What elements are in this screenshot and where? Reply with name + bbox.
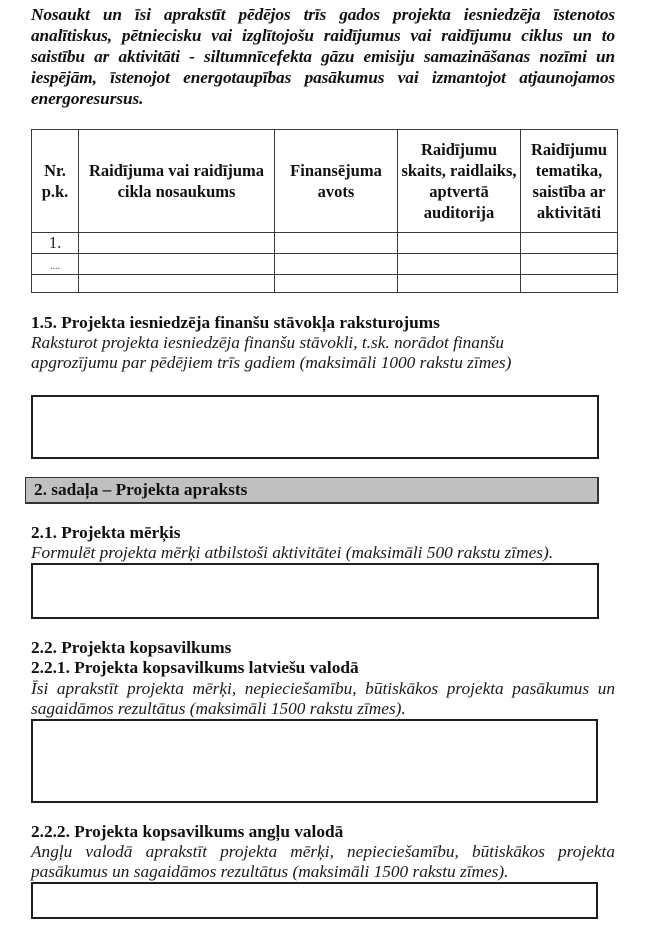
table-cell-broadcast-name[interactable] (79, 275, 275, 293)
column-header-number: Nr. p.k. (32, 130, 79, 233)
table-cell-broadcast-name[interactable] (79, 233, 275, 254)
summary-english-field[interactable] (31, 882, 598, 919)
summary-latvian-field[interactable] (31, 719, 598, 803)
table-row (32, 275, 618, 293)
table-row (32, 254, 618, 275)
broadcasts-table (31, 129, 618, 293)
project-goal-heading: 2.1. Projekta mērķis (31, 523, 181, 542)
financial-status-help: Raksturot projekta iesniedzēja finanšu stāvokli, t.sk. norādot finanšu apgrozījumu par pēdējiem trīs gadiem (maksimāli 1000 rakstu zīmes) (31, 333, 512, 372)
column-header-broadcast-topic: Raidījumu tematika, saistība ar aktivitāti (521, 130, 618, 233)
table-cell-broadcast-count[interactable] (398, 233, 521, 254)
table-cell-broadcast-topic[interactable] (521, 233, 618, 254)
broadcasts-instructions: Nosaukt un īsi aprakstīt pēdējos trīs gados projekta iesniedzēja īstenotos analītiskus, pētniecisku vai izglītojošu raidījumus vai raidījumu ciklus un to saistību ar aktivitāti - siltumnīcefekta gāzu emisiju samazināšanas nozīmi un iespējām, īstenojot energotaupības pasākumus vai izmantojot atjaunojamos energoresursus. (31, 5, 615, 108)
project-goal-help: Formulēt projekta mērķi atbilstoši aktivitātei (maksimāli 500 rakstu zīmes). (31, 543, 554, 562)
section-2-header: 2. sadaļa – Projekta apraksts (25, 477, 599, 504)
table-cell-funding-source[interactable] (275, 275, 398, 293)
table-row (32, 233, 618, 254)
table-cell-funding-source[interactable] (275, 254, 398, 275)
financial-status-heading: 1.5. Projekta iesniedzēja finanšu stāvokļa raksturojums (31, 313, 440, 332)
summary-latvian-help: Īsi aprakstīt projekta mērķi, nepieciešamību, būtiskākos projekta pasākumus un sagaidāmos rezultātus (maksimāli 1500 rakstu zīmes). (31, 679, 615, 718)
summary-latvian-heading: 2.2.1. Projekta kopsavilkums latviešu valodā (31, 658, 359, 677)
table-header-row (32, 130, 618, 233)
summary-english-heading: 2.2.2. Projekta kopsavilkums angļu valodā (31, 822, 344, 841)
financial-status-field[interactable] (31, 395, 599, 459)
table-cell-broadcast-topic[interactable] (521, 254, 618, 275)
column-header-funding-source: Finansējuma avots (275, 130, 398, 233)
table-cell-number (32, 275, 79, 293)
column-header-broadcast-name: Raidījuma vai raidījuma cikla nosaukums (79, 130, 275, 233)
project-summary-heading: 2.2. Projekta kopsavilkums (31, 638, 232, 657)
table-cell-broadcast-name[interactable] (79, 254, 275, 275)
table-cell-broadcast-count[interactable] (398, 275, 521, 293)
table-cell-broadcast-topic[interactable] (521, 275, 618, 293)
table-cell-number: .... (32, 254, 79, 275)
summary-english-help: Angļu valodā aprakstīt projekta mērķi, nepieciešamību, būtiskākos projekta pasākumus un sagaidāmos rezultātus (maksimāli 1500 rakstu zīmes). (31, 842, 615, 881)
table-cell-broadcast-count[interactable] (398, 254, 521, 275)
table-cell-funding-source[interactable] (275, 233, 398, 254)
column-header-broadcast-count: Raidījumu skaits, raidlaiks, aptvertā auditorija (398, 130, 521, 233)
table-cell-number: 1. (32, 233, 79, 254)
project-goal-field[interactable] (31, 563, 599, 619)
